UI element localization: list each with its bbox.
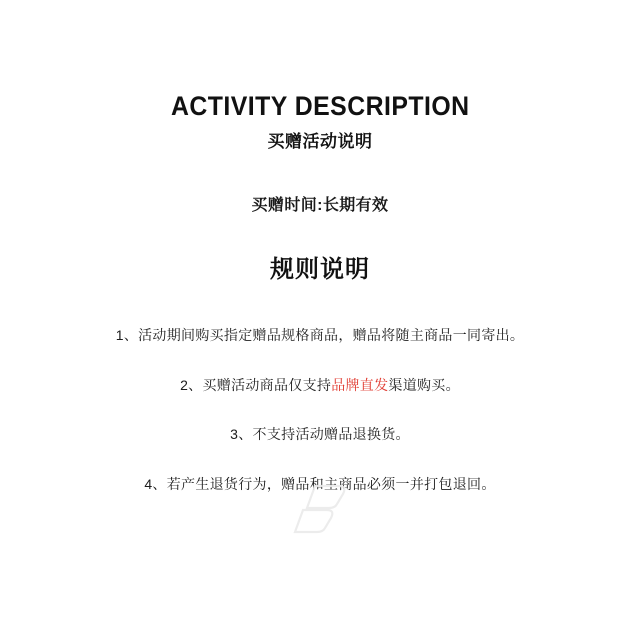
rule-text-before: 3、不支持活动赠品退换货。 xyxy=(230,426,410,443)
rule-text-before: 1、活动期间购买指定赠品规格商品，赠品将随主商品一同寄出。 xyxy=(115,327,525,344)
rules-heading: 规则说明 xyxy=(270,256,370,284)
rules-list xyxy=(0,284,640,495)
page-title-cn: 买赠活动说明 xyxy=(267,132,373,152)
page-title-en: ACTIVITY DESCRIPTION xyxy=(170,91,470,121)
list-item xyxy=(0,423,640,445)
activity-period: 买赠时间:长期有效 xyxy=(251,197,389,215)
list-item xyxy=(0,473,640,495)
list-item xyxy=(0,324,640,346)
rule-text-highlight: 品牌直发 xyxy=(331,376,389,393)
rule-text-before: 2、买赠活动商品仅支持 xyxy=(180,376,332,393)
list-item xyxy=(0,374,640,396)
rule-text-after: 渠道购买。 xyxy=(388,376,460,393)
rule-text-before: 4、若产生退货行为，赠品和主商品必须一并打包退回。 xyxy=(144,475,496,492)
